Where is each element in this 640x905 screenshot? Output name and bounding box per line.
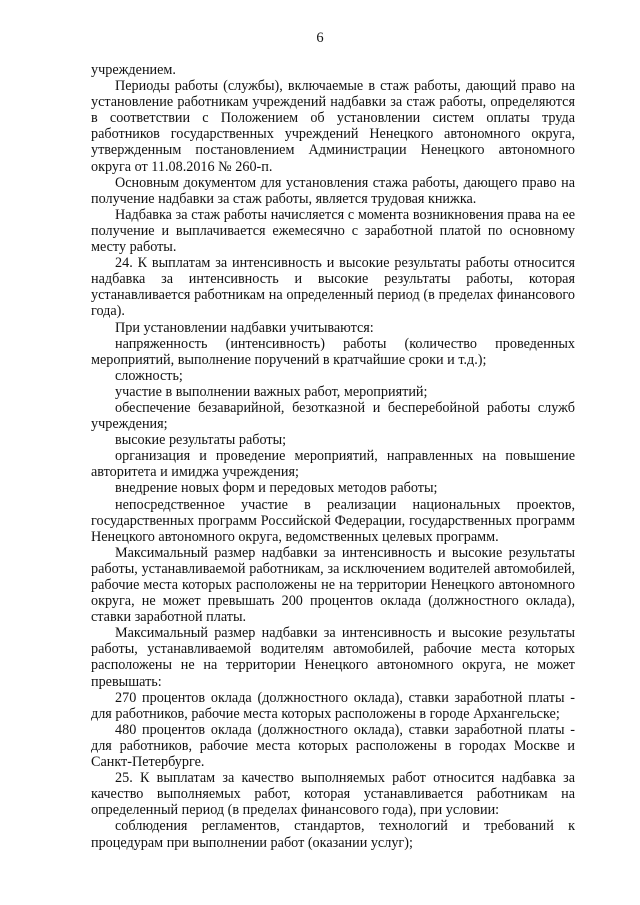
list-item-national-projects: непосредственное участие в реализации национальных проектов, государственных программ Российской Федерации, государственных программ Ненецкого автономного округа, ведомственных целевых программ.: [91, 496, 575, 545]
list-item-regulations: соблюдения регламентов, стандартов, технологий и требований к процедурам при выполнении работ (оказании услуг);: [91, 818, 575, 851]
list-item-new-methods: внедрение новых форм и передовых методов работы;: [115, 480, 438, 497]
paragraph-max-size-drivers: Максимальный размер надбавки за интенсивность и высокие результаты работы, устанавливаемой водителям автомобилей, рабочие места которых расположены не на территории Ненецкого автономного округа, не может превышать:: [91, 625, 575, 690]
list-item-events: организация и проведение мероприятий, направленных на повышение авторитета и имиджа учреждения;: [91, 448, 575, 481]
paragraph-considered: При установлении надбавки учитываются:: [115, 319, 374, 336]
paragraph-clause-24: 24. К выплатам за интенсивность и высокие результаты работы относится надбавка за интенсивность и высокие результаты работы, которая устанавливается работникам на определенный период (в пределах финансового года).: [91, 255, 575, 320]
list-item-participation: участие в выполнении важных работ, мероприятий;: [115, 383, 428, 400]
page-number: 6: [316, 30, 324, 46]
paragraph-continuation: учреждением.: [91, 62, 176, 78]
list-item-uninterrupted: обеспечение безаварийной, безотказной и бесперебойной работы служб учреждения;: [91, 399, 575, 433]
list-item-arkhangelsk: 270 процентов оклада (должностного оклада), ставки заработной платы - для работников, рабочие места которых расположены в городе Архангельске;: [91, 689, 575, 722]
document-body: [91, 62, 575, 851]
list-item-complexity: сложность;: [115, 367, 183, 384]
list-item-moscow-spb: 480 процентов оклада (должностного оклада), ставки заработной платы - для работников, рабочие места которых расположены в городах Москве и Санкт-Петербурге.: [91, 721, 575, 771]
list-item-intensity: напряженность (интенсивность) работы (количество проведенных мероприятий, выполнение поручений в кратчайшие сроки и т.д.);: [91, 335, 575, 368]
paragraph-main-document: Основным документом для установления стажа работы, дающего право на получение надбавки за стаж работы, является трудовая книжка.: [91, 174, 575, 207]
paragraph-accrual: Надбавка за стаж работы начисляется с момента возникновения права на ее получение и выплачивается ежемесячно с заработной платой по основному месту работы.: [91, 206, 575, 256]
paragraph-clause-25: 25. К выплатам за качество выполняемых работ относится надбавка за качество выполняемых работ, которая устанавливается работникам на определенный период (в пределах финансового года), при условии:: [91, 770, 575, 819]
list-item-high-results: высокие результаты работы;: [115, 432, 287, 449]
paragraph-periods-of-work: Периоды работы (службы), включаемые в стаж работы, дающий право на установление работникам учреждений надбавки за стаж работы, определяются в соответствии с Положением об установлении систем оплаты труда работников государственных учреждений Ненецкого автономного округа, утвержденным постановлением Администрации Ненецкого автономного округа от 11.08.2016 № 260-п.: [91, 78, 575, 175]
paragraph-max-size-general: Максимальный размер надбавки за интенсивность и высокие результаты работы, устанавливаемой работникам, за исключением водителей автомобилей, рабочие места которых расположены не на территории Ненецкого автономного округа, не может превышать 200 процентов оклада (должностного оклада), ставки заработной платы.: [91, 544, 575, 626]
